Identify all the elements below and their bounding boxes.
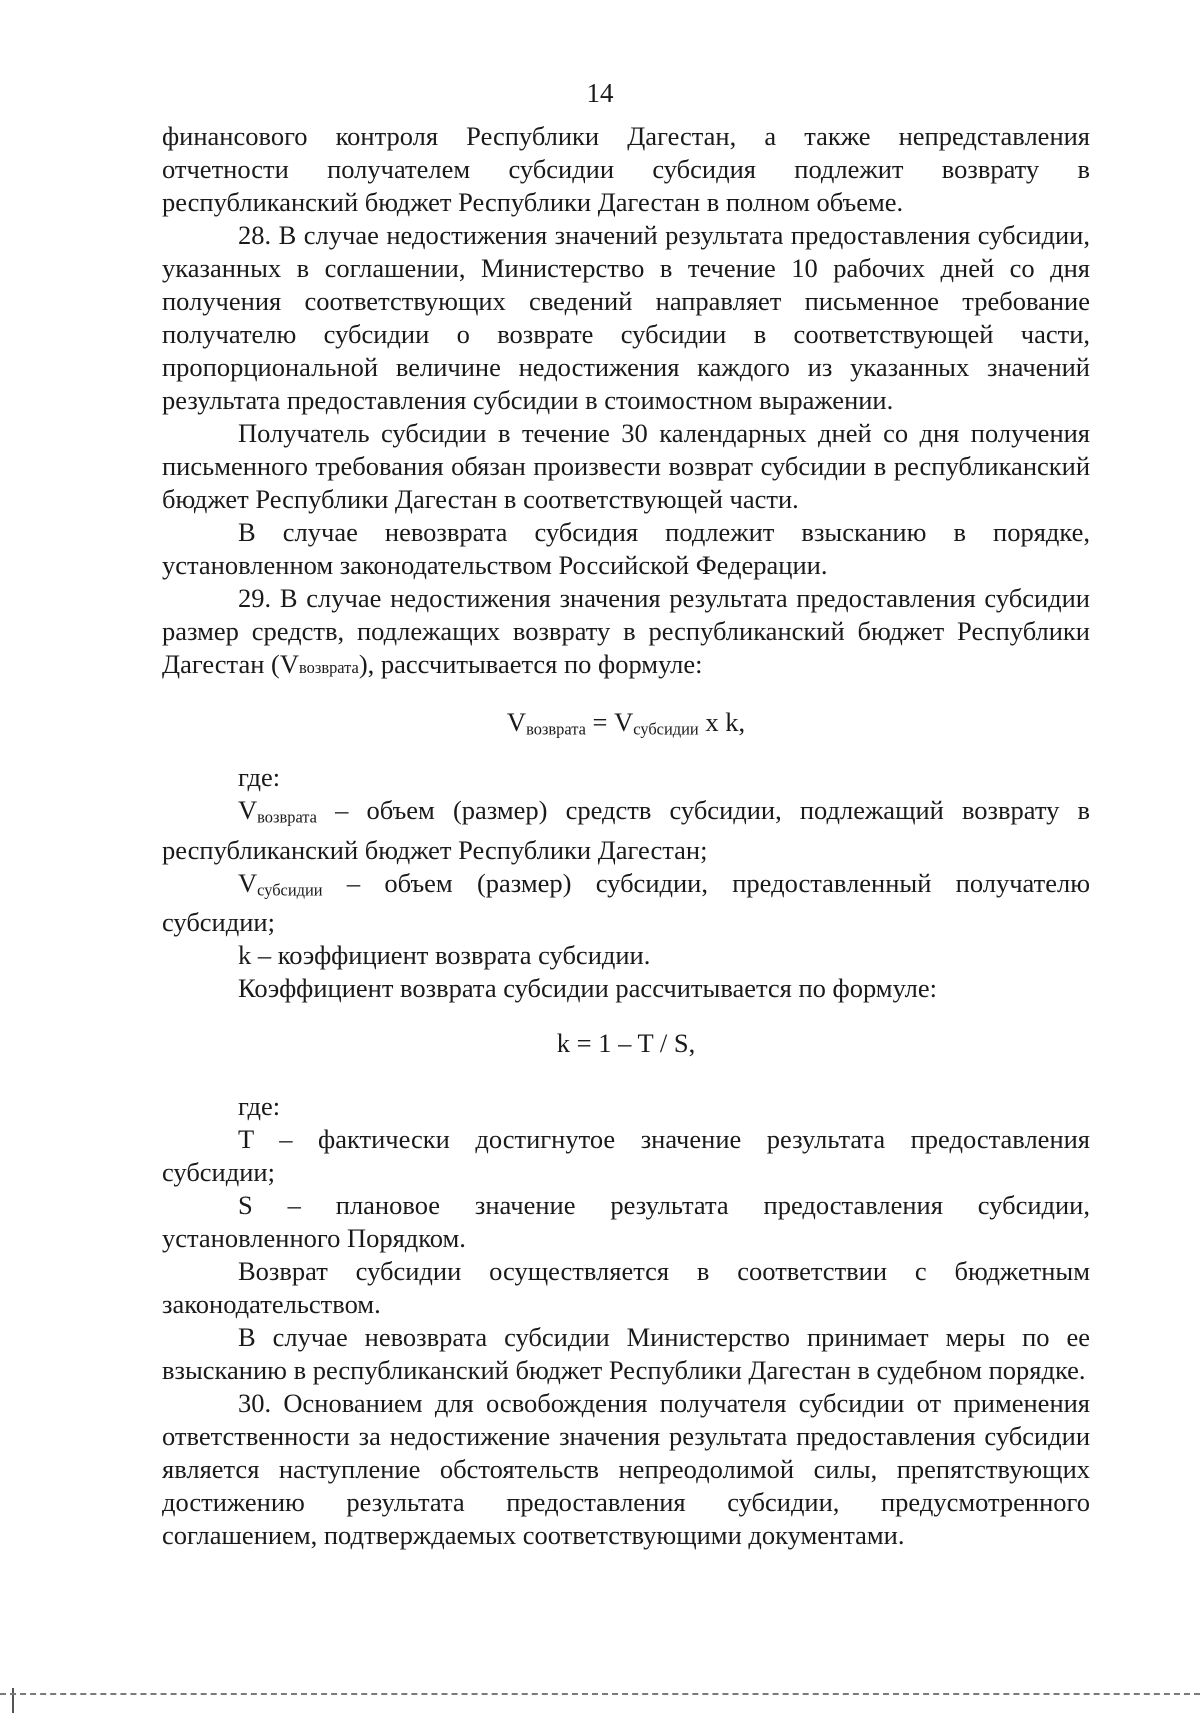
formula1-sub-return: возврата [526,719,586,739]
paragraph-30: 30. Основанием для освобождения получателя субсидии от применения ответственности за недостижение значения результата предоставления субсидии является наступление обстоятельств непреодолимой силы, препятствующих достижению результата предоставления субсидии, предусмотренного соглашением, подтверждаемых соответствующими документами. [162,1387,1090,1550]
formula-refund-volume [162,706,1090,745]
definition-t: T – фактически достигнутое значение результата предоставления субсидии; [162,1123,1090,1187]
paragraph-28: 28. В случае недостижения значений результата предоставления субсидии, указанных в соглашении, Министерство в течение 10 рабочих дней со дня получения соответствующих сведений направляет письменное требование получателю субсидии о возврате субсидии в соответствующей части, пропорциональной величине недостижения каждого из указанных значений результата предоставления субсидии в стоимостном выражении. [162,220,1090,415]
where-label-1: где: [238,762,281,793]
formula1-v: V [506,707,527,737]
page-number: 14 [586,78,614,108]
p29-text-end: ), рассчитывается по формуле: [358,649,703,679]
definition-s: S – плановое значение результата предоставления субсидии, установленного Порядком. [162,1189,1090,1253]
formula1-eq: = V [585,707,634,737]
def2-sub: субсидии [257,879,323,899]
paragraph-29 [162,582,1090,684]
definition-v-subsidy [162,867,1090,939]
def1-sub: возврата [257,807,317,827]
def1-v: V [238,795,258,826]
document-body [162,120,1090,1552]
def2-v: V [238,867,258,898]
def2-text: – объем (размер) субсидии, предоставленный получателю субсидии; [162,867,1090,937]
scan-bottom-edge [0,1693,1200,1695]
paragraph-continuation: финансового контроля Республики Дагестан, а также непредставления отчетности получателем субсидии субсидия подлежит возврату в республиканский бюджет Республики Дагестан в полном объеме. [162,121,1090,217]
def1-text: – объем (размер) средств субсидии, подлежащий возврату в республиканский бюджет Республики Дагестан; [162,795,1090,865]
paragraph-recipient-return: Получатель субсидии в течение 30 календарных дней со дня получения письменного требования обязан произвести возврат субсидии в республиканский бюджет Республики Дагестан в соответствующей части. [162,418,1090,514]
formula-coefficient: k = 1 – T / S, [556,1027,696,1058]
formula1-sub-subsidy: субсидии [633,719,699,739]
definition-v-return [162,794,1090,866]
formula1-end: x k, [698,707,746,737]
paragraph-non-return: В случае невозврата субсидия подлежит взысканию в порядке, установленном законодательством Российской Федерации. [162,517,1090,580]
p29-text-start: 29. В случае недостижения значения результата предоставления субсидии размер средств, подлежащих возврату в республиканский бюджет Республики Дагестан (V [162,583,1090,679]
definition-k: k – коэффициент возврата субсидии. [238,939,651,970]
paragraph-budget-law: Возврат субсидии осуществляется в соответствии с бюджетным законодательством. [162,1255,1090,1319]
p29-subscript: возврата [298,658,359,677]
coefficient-intro: Коэффициент возврата субсидии рассчитывается по формуле: [238,972,938,1003]
where-label-2: где: [238,1090,281,1121]
scan-edge-mark [12,1688,14,1713]
paragraph-court: В случае невозврата субсидии Министерство принимает меры по ее взысканию в республиканский бюджет Республики Дагестан в судебном порядке. [162,1321,1090,1385]
